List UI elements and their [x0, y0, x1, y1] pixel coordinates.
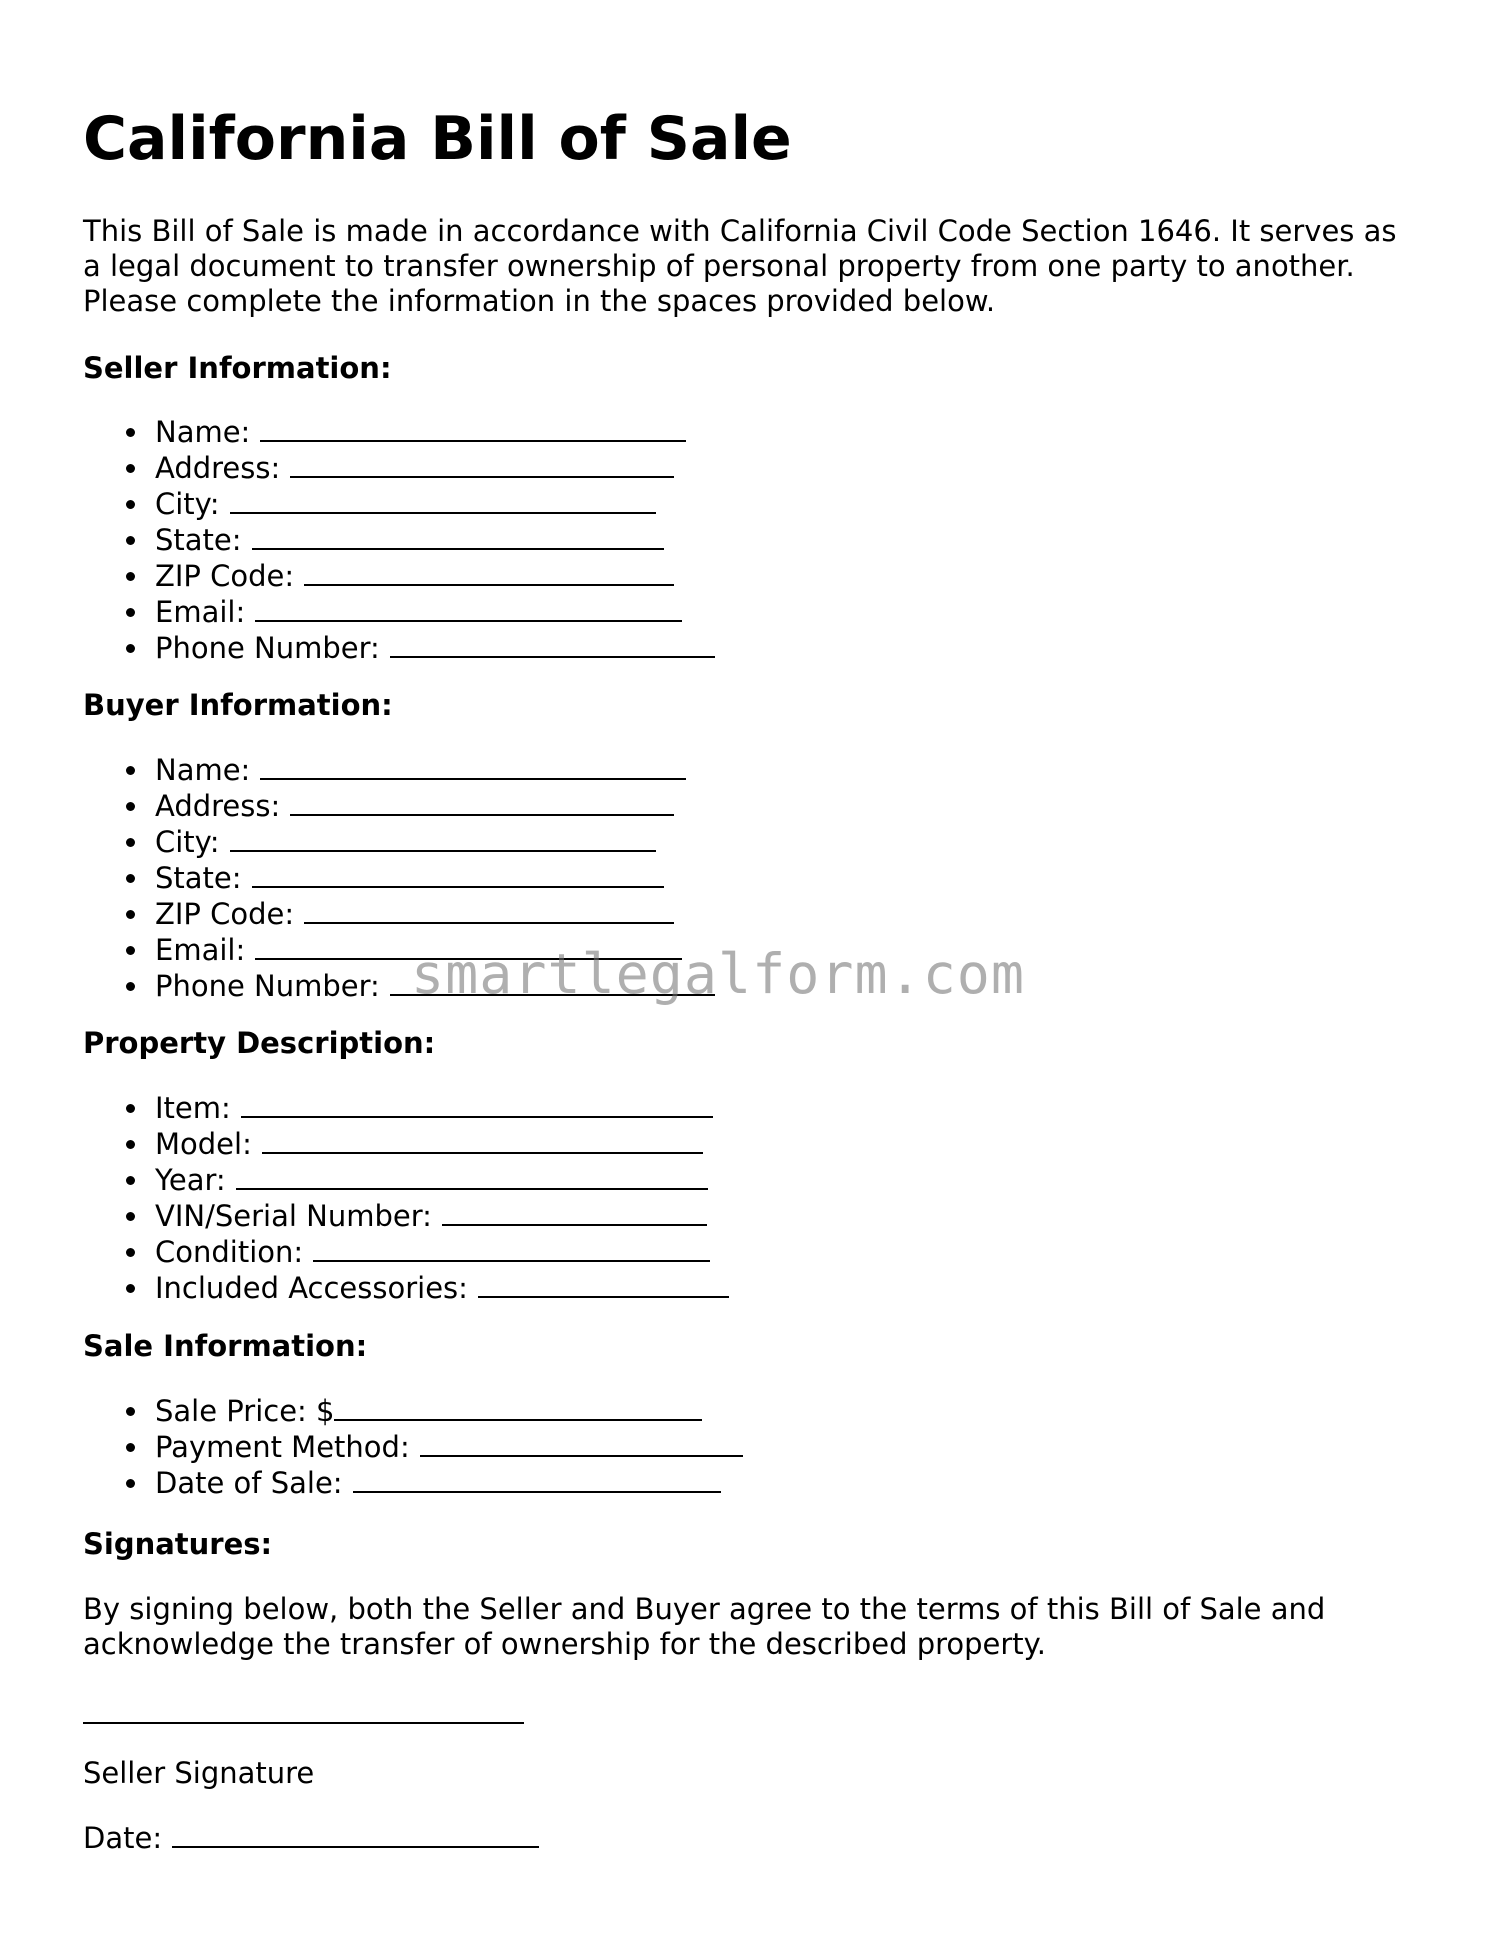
property-year-field[interactable]: Year: [155, 1162, 729, 1198]
sale-price-field[interactable]: Sale Price: $ [155, 1393, 743, 1429]
buyer-heading: Buyer Information: [83, 688, 393, 722]
property-vin-field[interactable]: VIN/Serial Number: [155, 1198, 729, 1234]
buyer-email-field[interactable]: Email: [155, 932, 715, 968]
property-accessories-field[interactable]: Included Accessories: [155, 1270, 729, 1306]
sale-payment-method-field[interactable]: Payment Method: [155, 1429, 743, 1465]
property-item-blank[interactable] [241, 1090, 713, 1118]
seller-city-field[interactable]: City: [155, 486, 715, 522]
buyer-city-field[interactable]: City: [155, 824, 715, 860]
seller-city-blank[interactable] [230, 486, 656, 514]
buyer-name-blank[interactable] [260, 752, 686, 780]
property-item-field[interactable]: Item: [155, 1090, 729, 1126]
property-year-blank[interactable] [236, 1162, 708, 1190]
seller-zip-blank[interactable] [304, 558, 674, 586]
sale-price-blank[interactable] [334, 1393, 702, 1421]
buyer-city-blank[interactable] [230, 824, 656, 852]
seller-signature-line[interactable] [83, 1722, 524, 1724]
buyer-name-field[interactable]: Name: [155, 752, 715, 788]
buyer-zip-field[interactable]: ZIP Code: [155, 896, 715, 932]
intro-paragraph: This Bill of Sale is made in accordance with California Civil Code Section 1646. It serves as a legal document to transfer ownership of personal property from one party to another. Please complete the information in the spaces provided below. [83, 214, 1397, 318]
buyer-state-blank[interactable] [252, 860, 664, 888]
buyer-address-field[interactable]: Address: [155, 788, 715, 824]
seller-fields [83, 414, 715, 666]
seller-state-blank[interactable] [252, 522, 664, 550]
seller-name-blank[interactable] [260, 414, 686, 442]
buyer-state-field[interactable]: State: [155, 860, 715, 896]
seller-heading: Seller Information: [83, 351, 392, 385]
signatures-heading: Signatures: [83, 1527, 273, 1561]
property-heading: Property Description: [83, 1026, 436, 1060]
seller-phone-blank[interactable] [390, 630, 715, 658]
property-condition-field[interactable]: Condition: [155, 1234, 729, 1270]
seller-state-field[interactable]: State: [155, 522, 715, 558]
property-condition-blank[interactable] [313, 1234, 710, 1262]
property-vin-blank[interactable] [442, 1198, 707, 1226]
seller-email-field[interactable]: Email: [155, 594, 715, 630]
seller-address-blank[interactable] [290, 450, 674, 478]
property-fields [83, 1090, 729, 1306]
sale-date-blank[interactable] [353, 1465, 721, 1493]
seller-date-field[interactable]: Date: [83, 1820, 539, 1856]
seller-email-blank[interactable] [255, 594, 682, 622]
seller-name-field[interactable]: Name: [155, 414, 715, 450]
page-title: California Bill of Sale [83, 104, 792, 174]
buyer-address-blank[interactable] [290, 788, 674, 816]
sale-heading: Sale Information: [83, 1329, 368, 1363]
buyer-phone-field[interactable]: Phone Number: [155, 968, 715, 1004]
signatures-paragraph: By signing below, both the Seller and Buyer agree to the terms of this Bill of Sale and acknowledge the transfer of ownership for the described property. [83, 1592, 1326, 1661]
sale-fields [83, 1393, 743, 1501]
watermark: smartlegalform.com [411, 942, 1026, 1006]
property-model-blank[interactable] [262, 1126, 703, 1154]
seller-address-field[interactable]: Address: [155, 450, 715, 486]
seller-phone-field[interactable]: Phone Number: [155, 630, 715, 666]
sale-payment-method-blank[interactable] [420, 1429, 743, 1457]
seller-date-blank[interactable] [172, 1820, 539, 1848]
buyer-zip-blank[interactable] [304, 896, 674, 924]
seller-zip-field[interactable]: ZIP Code: [155, 558, 715, 594]
property-accessories-blank[interactable] [478, 1270, 729, 1298]
seller-signature-label: Seller Signature [83, 1756, 315, 1790]
property-model-field[interactable]: Model: [155, 1126, 729, 1162]
sale-date-field[interactable]: Date of Sale: [155, 1465, 743, 1501]
